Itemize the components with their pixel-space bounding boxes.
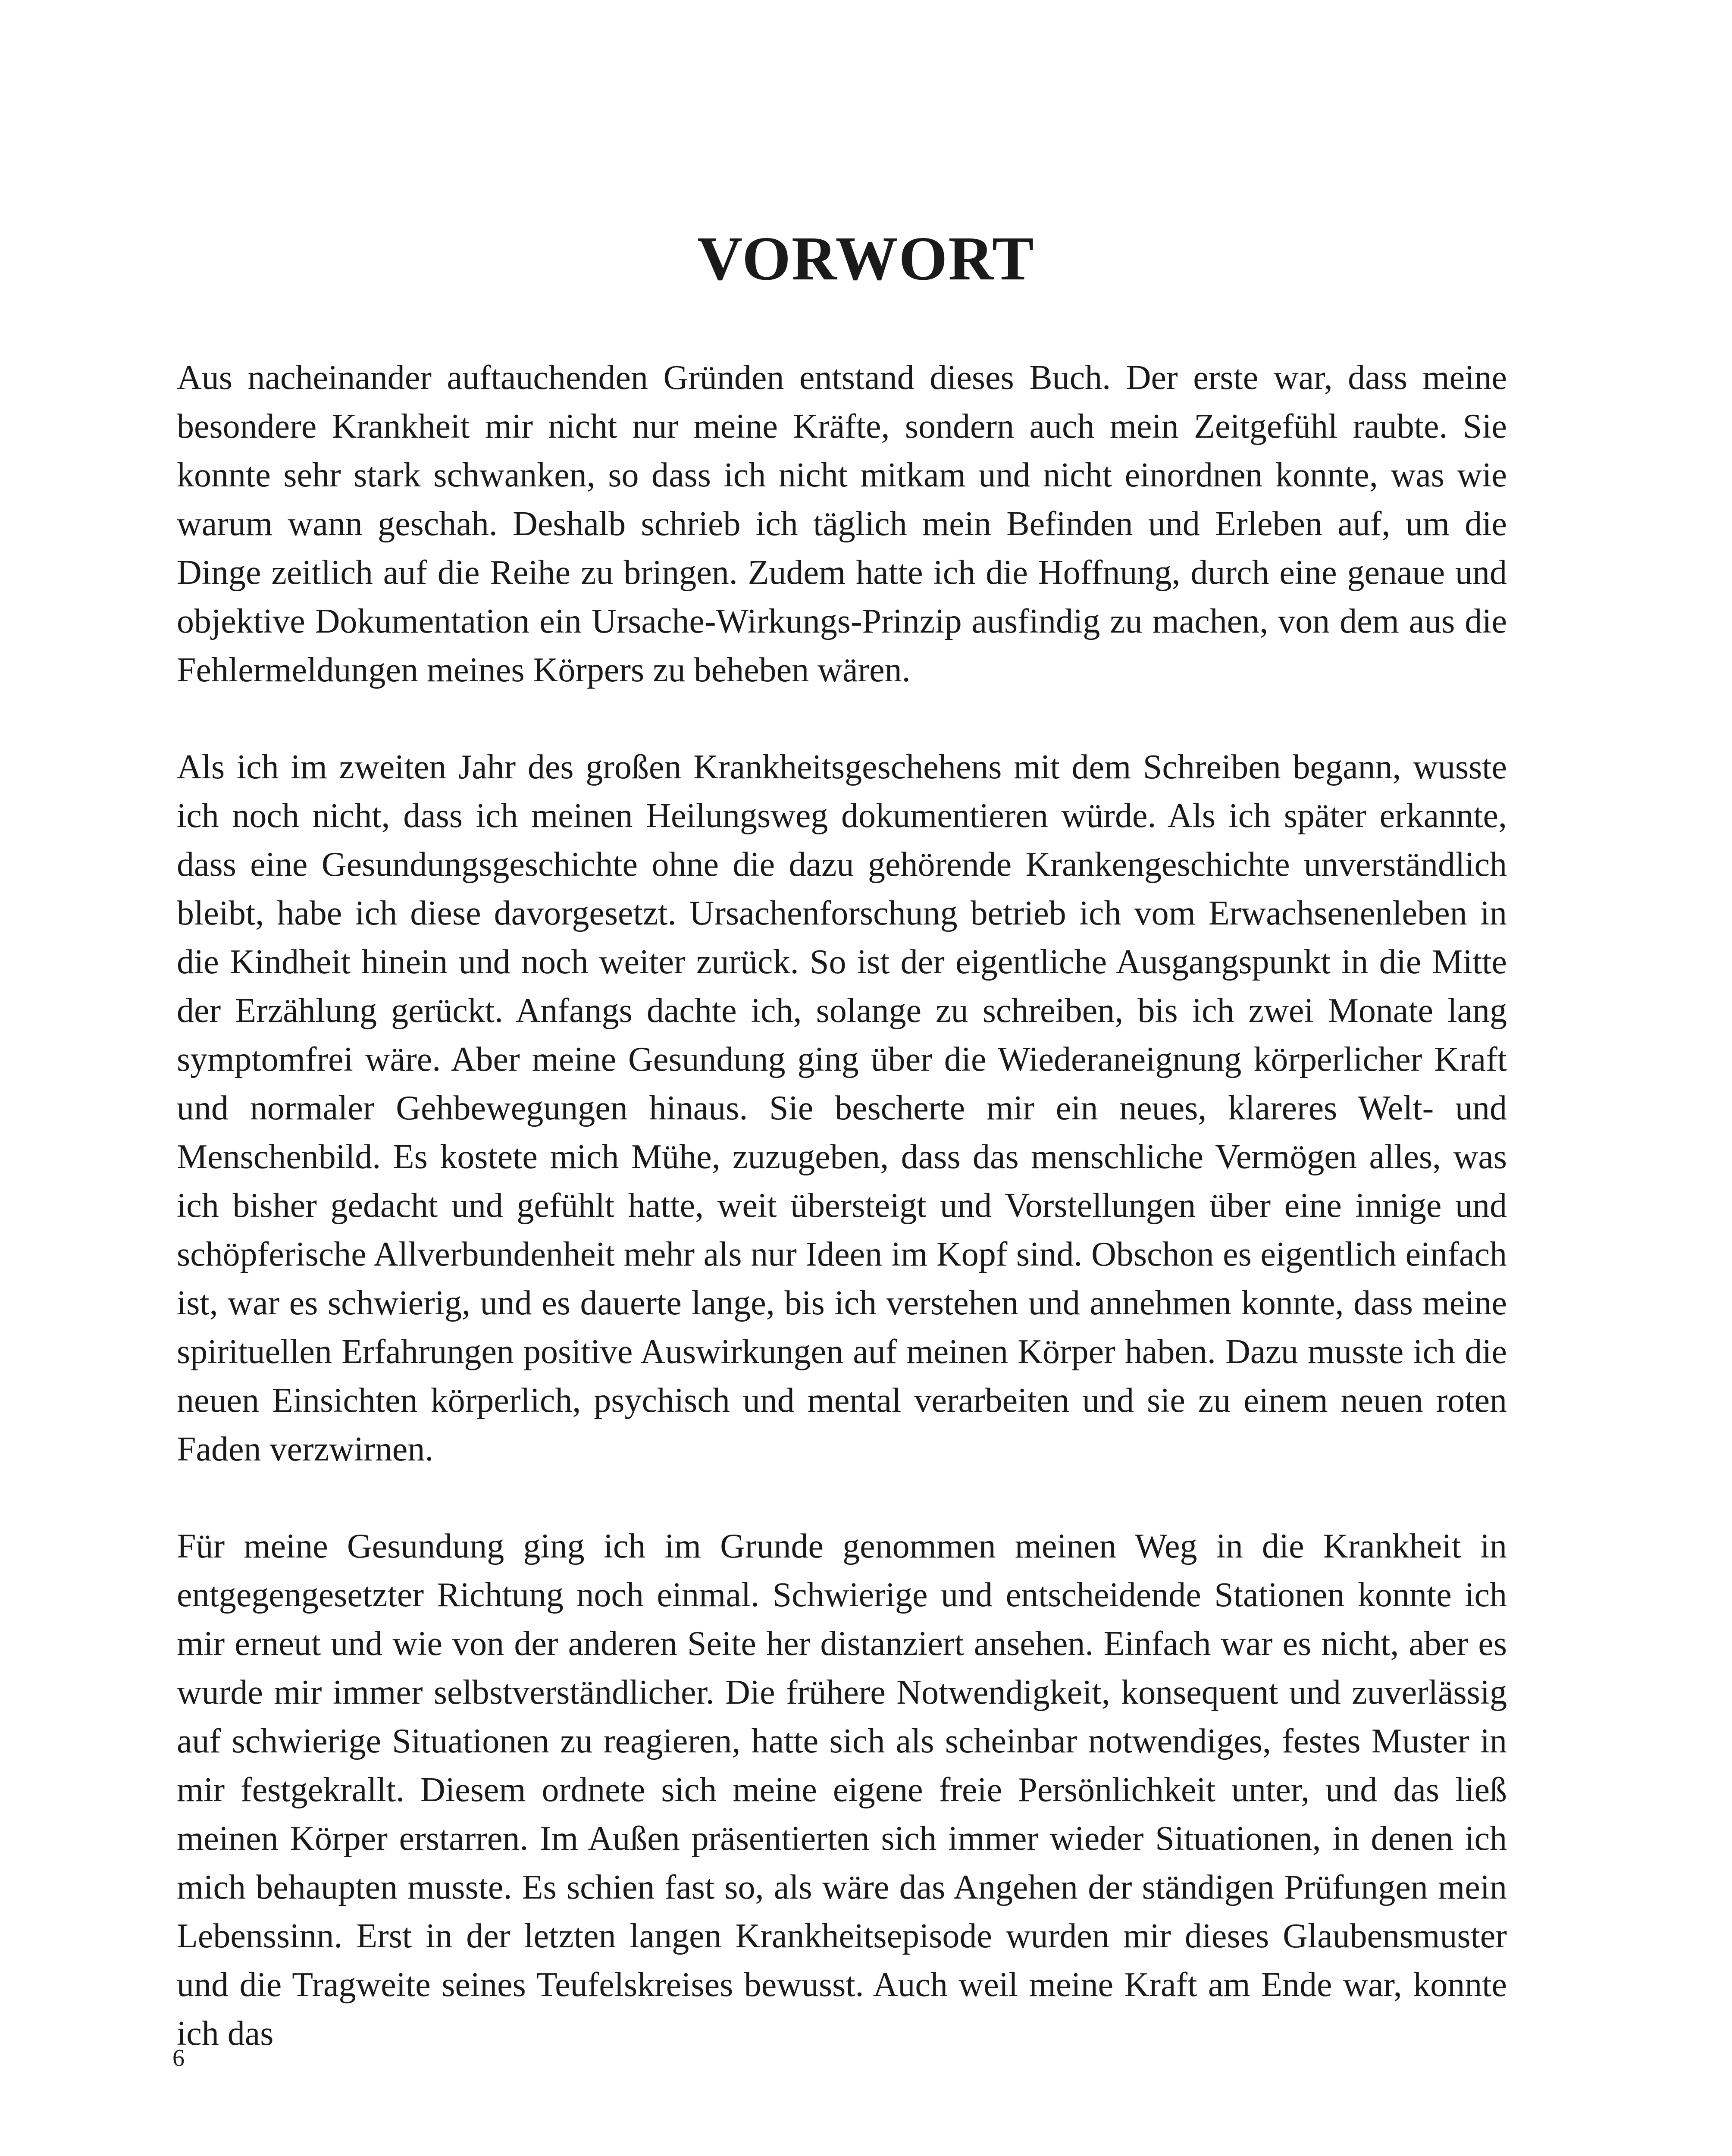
chapter-title: VORWORT bbox=[697, 224, 1035, 293]
body-text bbox=[177, 354, 1507, 2058]
page-number: 6 bbox=[172, 2045, 185, 2071]
paragraph-3: Für meine Gesundung ging ich im Grunde genommen meinen Weg in die Krankheit in entgegengesetzter Richtung noch einmal. Schwierige und entscheidende Stationen konnte ich mir erneut und wie von der anderen Seite her distanziert ansehen. Einfach war es nicht, aber es wurde mir immer selbstverständlicher. Die frühere Notwendigkeit, konsequent und zuverlässig auf schwierige Situationen zu reagieren, hatte sich als scheinbar notwendiges, festes Muster in mir festgekrallt. Diesem ordnete sich meine eigene freie Persönlichkeit unter, und das ließ meinen Körper erstarren. Im Außen präsentierten sich immer wieder Situationen, in denen ich mich behaupten musste. Es schien fast so, als wäre das Angehen der ständigen Prüfungen mein Lebenssinn. Erst in der letzten langen Krankheitsepisode wurden mir dieses Glaubensmuster und die Tragweite seines Teufelskreises bewusst. Auch weil meine Kraft am Ende war, konnte ich das bbox=[177, 1527, 1507, 2053]
paragraph-2: Als ich im zweiten Jahr des großen Krankheitsgeschehens mit dem Schreiben begann, wusste ich noch nicht, dass ich meinen Heilungsweg dokumentieren würde. Als ich später erkannte, dass eine Gesundungsgeschichte ohne die dazu gehörende Krankengeschichte unverständlich bleibt, habe ich diese davorgesetzt. Ursachenforschung betrieb ich vom Erwachsenenleben in die Kindheit hinein und noch weiter zurück. So ist der eigentliche Ausgangspunkt in die Mitte der Erzählung gerückt. Anfangs dachte ich, solange zu schreiben, bis ich zwei Monate lang symptomfrei wäre. Aber meine Gesundung ging über die Wiederaneignung körperlicher Kraft und normaler Gehbewegungen hinaus. Sie bescherte mir ein neues, klareres Welt- und Menschenbild. Es kostete mich Mühe, zuzugeben, dass das menschliche Vermögen alles, was ich bisher gedacht und gefühlt hatte, weit übersteigt und Vorstellungen über eine innige und schöpferische Allverbundenheit mehr als nur Ideen im Kopf sind. Obschon es eigentlich einfach ist, war es schwierig, und es dauerte lange, bis ich verstehen und annehmen konnte, dass meine spirituellen Erfahrungen positive Auswirkungen auf meinen Körper haben. Dazu musste ich die neuen Einsichten körperlich, psychisch und mental verarbeiten und sie zu einem neuen roten Faden verzwirnen. bbox=[177, 748, 1507, 1468]
paragraph-1: Aus nacheinander auftauchenden Gründen entstand dieses Buch. Der erste war, dass meine besondere Krankheit mir nicht nur meine Kräfte, sondern auch mein Zeitgefühl raubte. Sie konnte sehr stark schwanken, so dass ich nicht mitkam und nicht einordnen konnte, was wie warum wann geschah. Deshalb schrieb ich täglich mein Befinden und Erleben auf, um die Dinge zeitlich auf die Reihe zu bringen. Zudem hatte ich die Hoffnung, durch eine genaue und objektive Dokumentation ein Ursache-Wirkungs-Prinzip ausfindig zu machen, von dem aus die Fehlermeldungen meines Körpers zu beheben wären. bbox=[177, 359, 1507, 689]
